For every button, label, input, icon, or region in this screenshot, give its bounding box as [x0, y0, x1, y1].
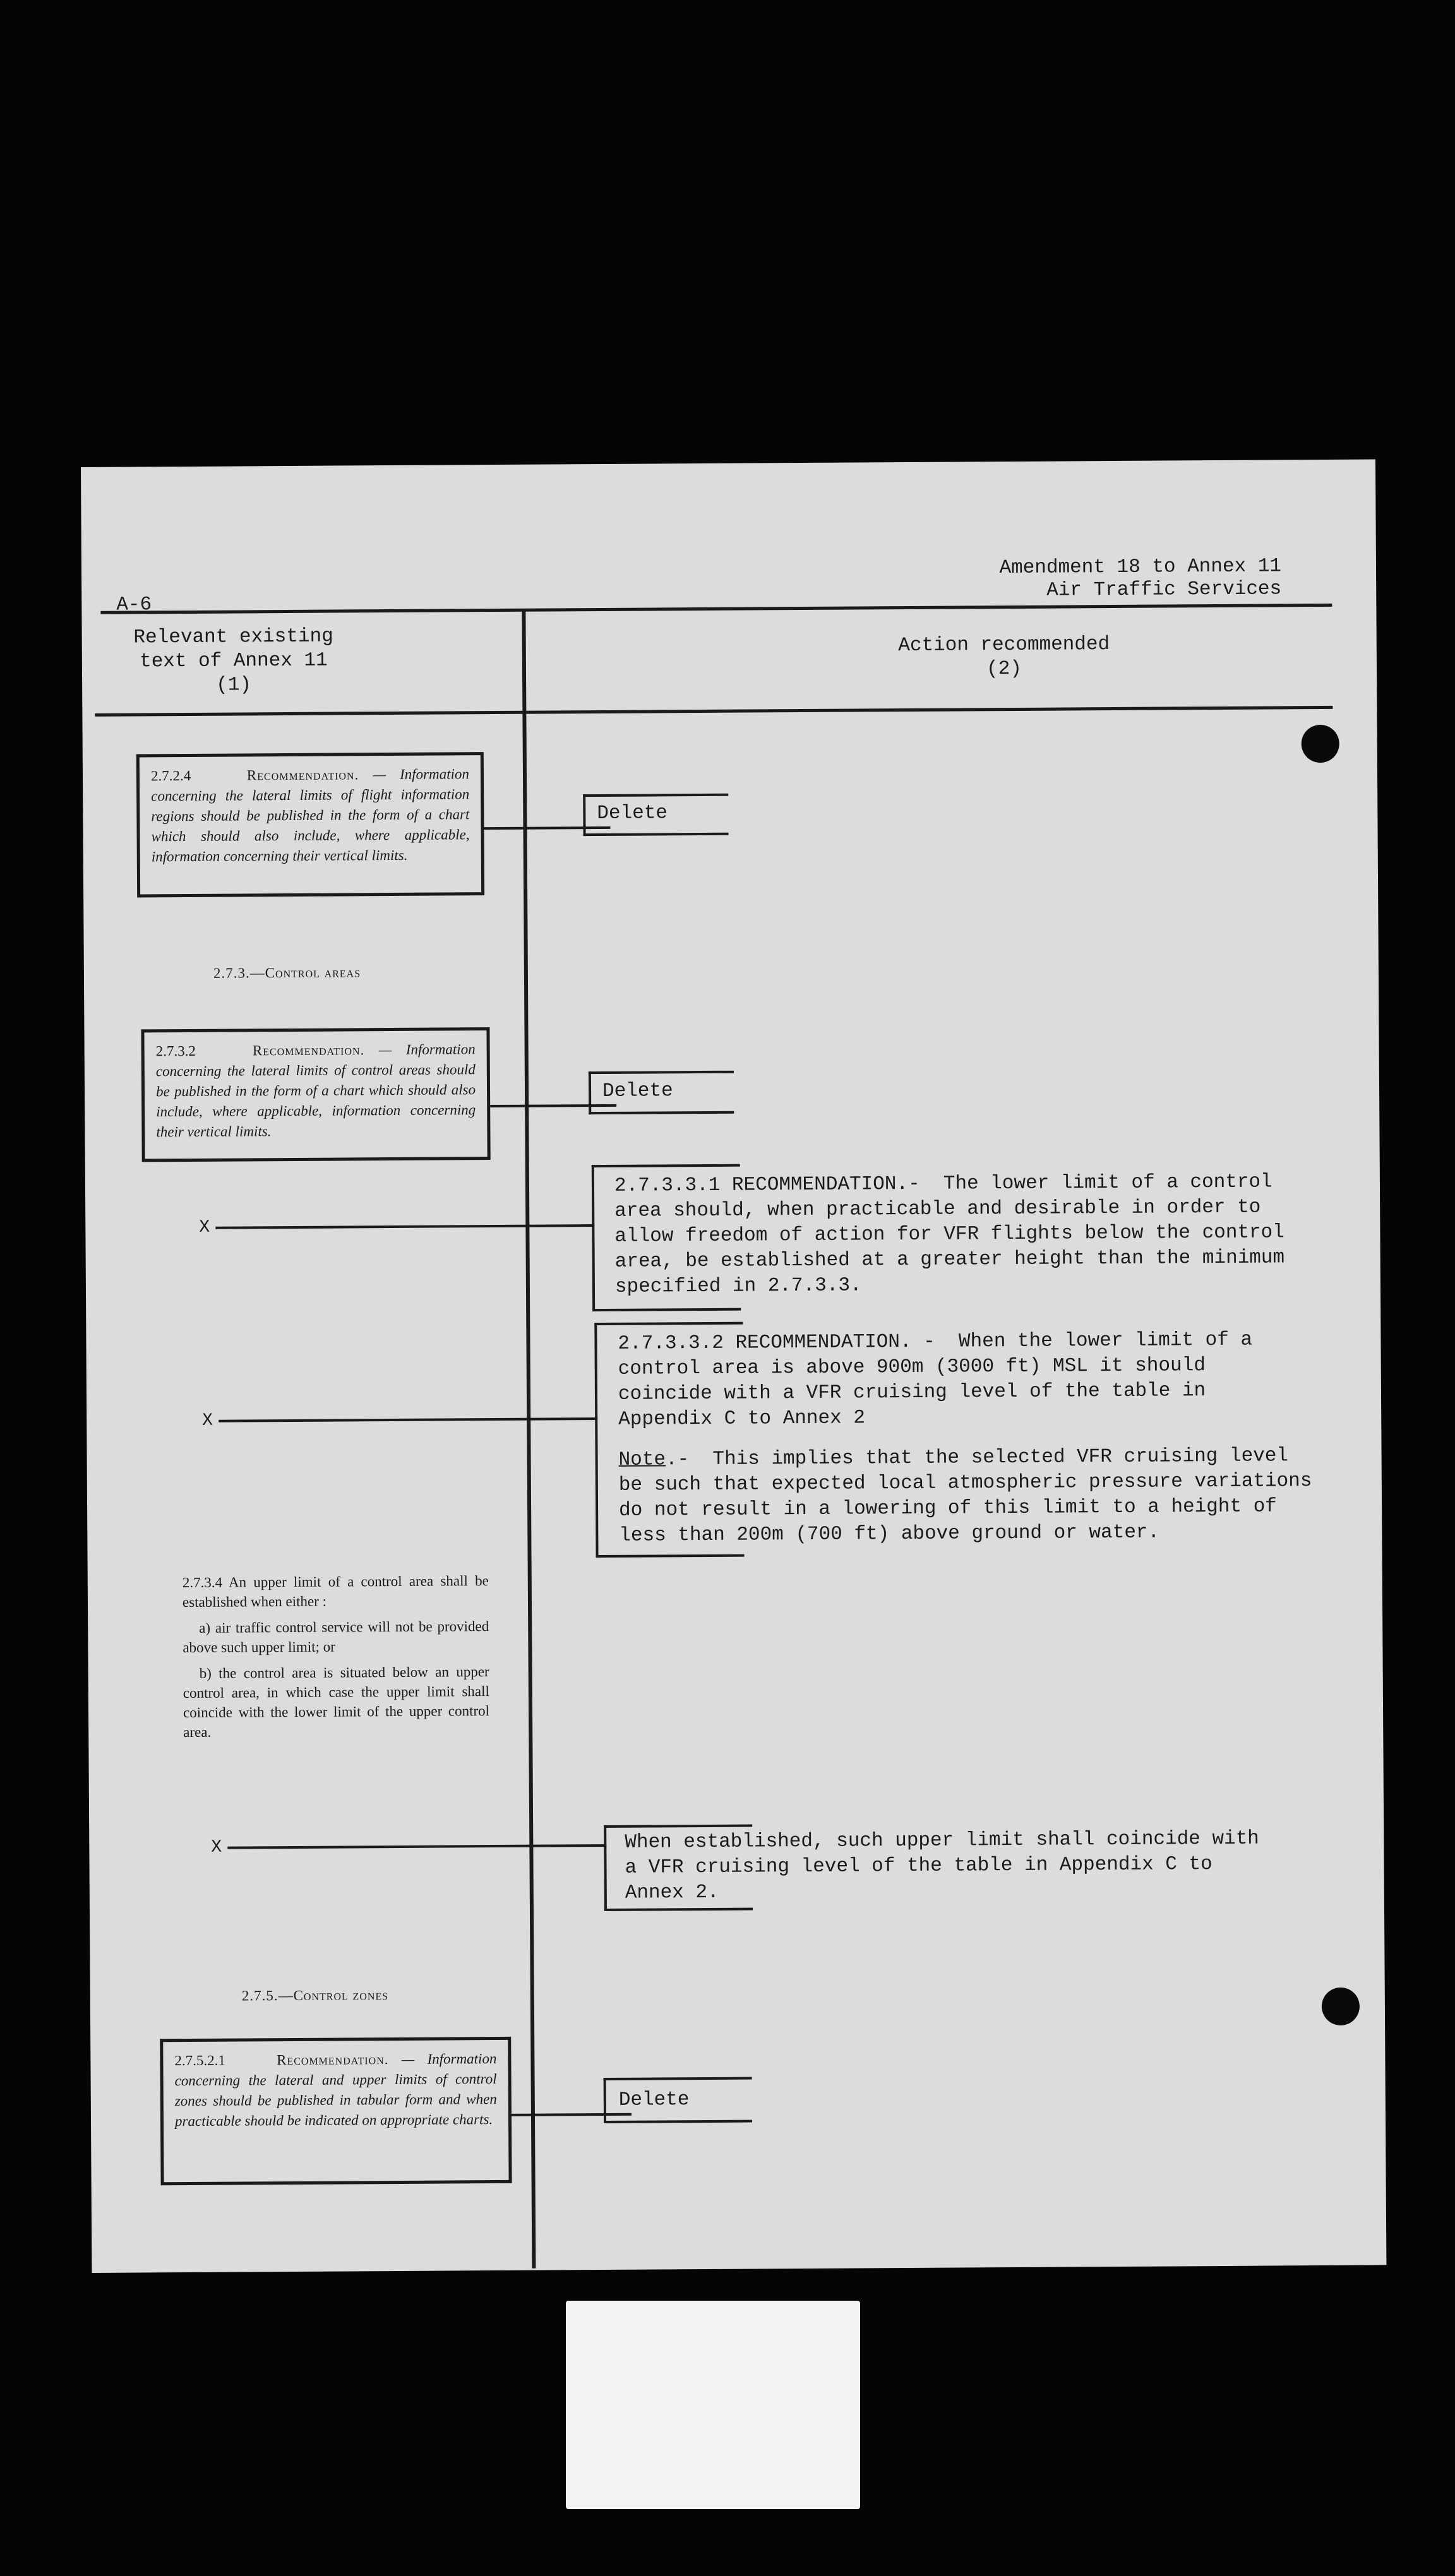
- col1-heading-line1: Relevant existing: [133, 625, 333, 649]
- binder-hole: [1302, 725, 1339, 763]
- section-heading-control-zones: 2.7.5.—Control zones: [241, 1987, 389, 2004]
- x-marker: X: [202, 1410, 213, 1431]
- delete-action: Delete: [597, 802, 668, 825]
- header-top-rule: [100, 604, 1332, 614]
- connector-line: [219, 1417, 597, 1422]
- column-divider: [522, 611, 536, 2269]
- amendment-title: Amendment 18 to Annex 11: [999, 555, 1282, 580]
- x-marker: X: [199, 1217, 210, 1237]
- col1-heading-number: (1): [216, 674, 252, 696]
- document-page: [81, 459, 1386, 2272]
- delete-action: Delete: [618, 2089, 690, 2111]
- recommendation-box-2724: 2.7.2.4 Recommendation. — Information concerning the lateral limits of flight information regions should be published in the form of a chart which should also include, where applicable, information concerning their vertical limits.: [136, 752, 484, 897]
- header-bottom-rule: [95, 706, 1332, 717]
- service-title: Air Traffic Services: [1046, 578, 1282, 602]
- white-card: [566, 2301, 860, 2509]
- col2-heading-number: (2): [986, 657, 1022, 681]
- page-number: A-6: [116, 593, 152, 616]
- x-marker: X: [211, 1837, 222, 1857]
- paragraph-2734: 2.7.3.4 An upper limit of a control area shall be established when either : a) air traffic control service will not be provided above such upper limit; or b) the control area is situated below an upper control area, in which case the upper limit shall coincide with the lower limit of the upper control area.: [182, 1573, 490, 1741]
- delete-action: Delete: [602, 1080, 673, 1102]
- section-heading-control-areas: 2.7.3.—Control areas: [213, 964, 361, 981]
- upper-limit-text: When established, such upper limit shall coincide with a VFR cruising level of the table in Appendix C to Annex 2.: [625, 1827, 1259, 1904]
- recommendation-27332: 2.7.3.3.2 RECOMMENDATION. - When the lower limit of a control area is above 900m (3000 ft) MSL it should coincide with a VFR cruising level of the table in Appendix C to Annex 2: [618, 1328, 1253, 1431]
- col2-heading: Action recommended: [898, 633, 1110, 657]
- recommendation-box-27521: 2.7.5.2.1 Recommendation. — Information concerning the lateral and upper limits of control zones should be published in tabular form and when practicable should be indicated on appropriate charts.: [160, 2037, 512, 2185]
- recommendation-27331: 2.7.3.3.1 RECOMMENDATION.- The lower limit of a control area should, when practicable and desirable in order to allow freedom of action for VFR flights below the control area, be established at a greater height than the minimum specified in 2.7.3.3.: [614, 1171, 1285, 1298]
- recommendation-box-2732: 2.7.3.2 Recommendation. — Information concerning the lateral limits of control areas should be published in the form of a chart which should also include, where applicable, information concerning their vertical limits.: [141, 1027, 490, 1162]
- binder-hole: [1322, 1988, 1360, 2025]
- connector-line: [227, 1844, 606, 1849]
- note-label: Note: [618, 1448, 666, 1471]
- connector-line: [215, 1224, 594, 1229]
- note-paragraph: Note.- This implies that the selected VFR cruising level be such that expected local atmospheric pressure variations do not result in a lowering of this limit to a height of less than 200m (700 ft) above ground or water.: [618, 1445, 1312, 1547]
- col1-heading-line2: text of Annex 11: [139, 649, 328, 673]
